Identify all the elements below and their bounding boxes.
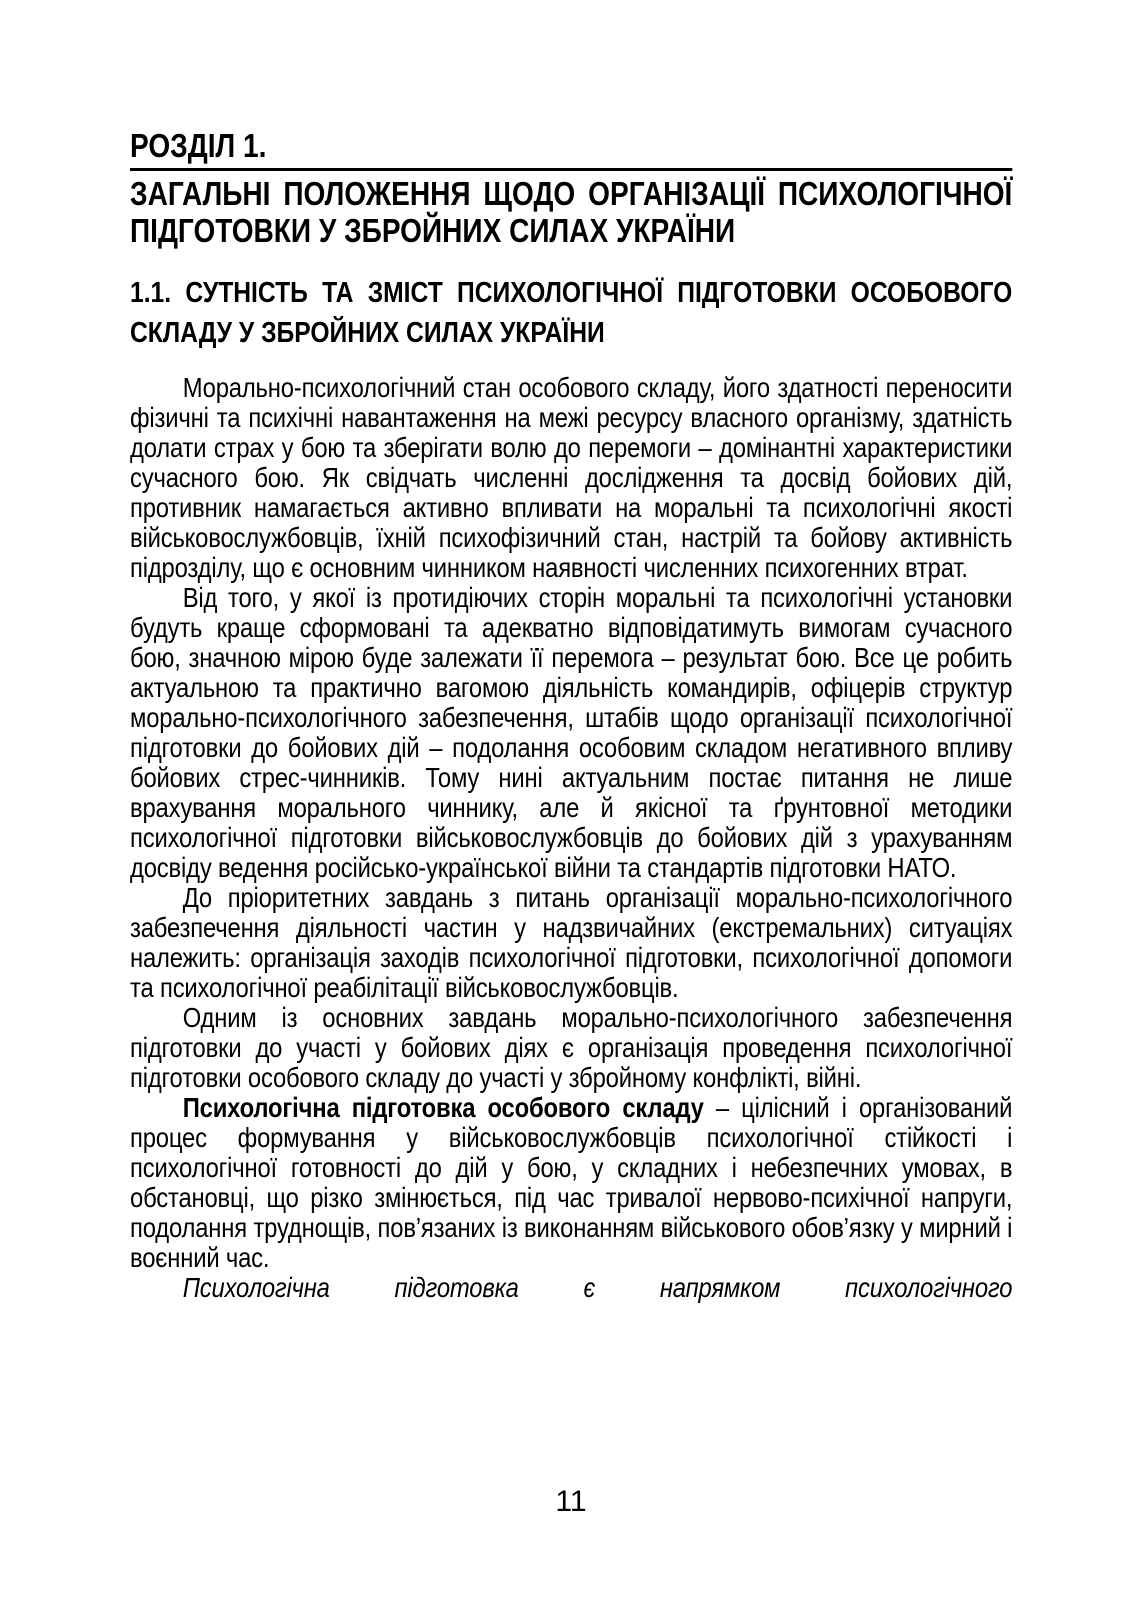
paragraph-main-task: Одним із основних завдань морально-психологічного забезпечення підготовки до участі у бойових діях є організація проведення психологічної підготовки особового складу до участі у збройному конфлікті, війні.	[130, 1002, 1013, 1093]
chapter-title: ЗАГАЛЬНІ ПОЛОЖЕННЯ ЩОДО ОРГАНІЗАЦІЇ ПСИХОЛОГІЧНОЇ ПІДГОТОВКИ У ЗБРОЙНИХ СИЛАХ УКРАЇНИ	[130, 175, 1013, 249]
definition-body: – цілісний і організований процес формування у військовослужбовців психологічної стійкості і психологічної готовності до дій у бою, у складних і небезпечних умовах, в обстановці, що різко змінюється, під час тривалої нервово-психічної напруги, подолання труднощів, пов’язаних із виконанням військового обов’язку у мирний і воєнний час.	[130, 1092, 1013, 1273]
chapter-label: РОЗДІЛ 1.	[130, 126, 1012, 171]
paragraph-moral-psychological-state: Морально-психологічний стан особового складу, його здатності переносити фізичні та психічні навантаження на межі ресурсу власного організму, здатність долати страх у бою та зберігати волю до перемоги – домінантні характеристики сучасного бою. Як свідчать численні дослідження та досвід бойових дій, противник намагається активно впливати на моральні та психологічні якості військовослужбовців, їхній психофізичний стан, настрій та бойову активність підрозділу, що є основним чинником наявності численних психогенних втрат.	[130, 372, 1013, 583]
paragraph-opposing-sides: Від того, у якої із протидіючих сторін моральні та психологічні установки будуть краще сформовані та адекватно відповідатимуть вимогам сучасного бою, значною мірою буде залежати її перемога – результат бою. Все це робить актуальною та практично вагомою діяльність командирів, офіцерів структур морально-психологічного забезпечення, штабів щодо організації психологічної підготовки до бойових дій – подолання особовим складом негативного впливу бойових стрес-чинників. Тому нині актуальним постає питання не лише врахування морального чиннику, але й якісної та ґрунтовної методики психологічної підготовки військовослужбовців до бойових дій з урахуванням досвіду ведення російсько-української війни та стандартів підготовки НАТО.	[130, 582, 1013, 883]
paragraph-continuation-line: Психологічна підготовка є напрямком психологічного	[182, 1272, 1013, 1303]
section-title: 1.1. СУТНІСТЬ ТА ЗМІСТ ПСИХОЛОГІЧНОЇ ПІДГОТОВКИ ОСОБОВОГО СКЛАДУ У ЗБРОЙНИХ СИЛАХ УКРАЇНИ	[130, 277, 1013, 349]
paragraph-priority-tasks: До пріоритетних завдань з питань організації морально-психологічного забезпечення діяльності частин у надзвичайних (екстремальних) ситуаціях належить: організація заходів психологічної підготовки, психологічної допомоги та психологічної реабілітації військовослужбовців.	[130, 882, 1013, 1003]
paragraph-definition	[130, 1093, 1012, 1273]
page-number: 11	[555, 1485, 587, 1518]
definition-term: Психологічна підготовка особового складу	[182, 1092, 704, 1123]
page-content	[130, 126, 1012, 1303]
